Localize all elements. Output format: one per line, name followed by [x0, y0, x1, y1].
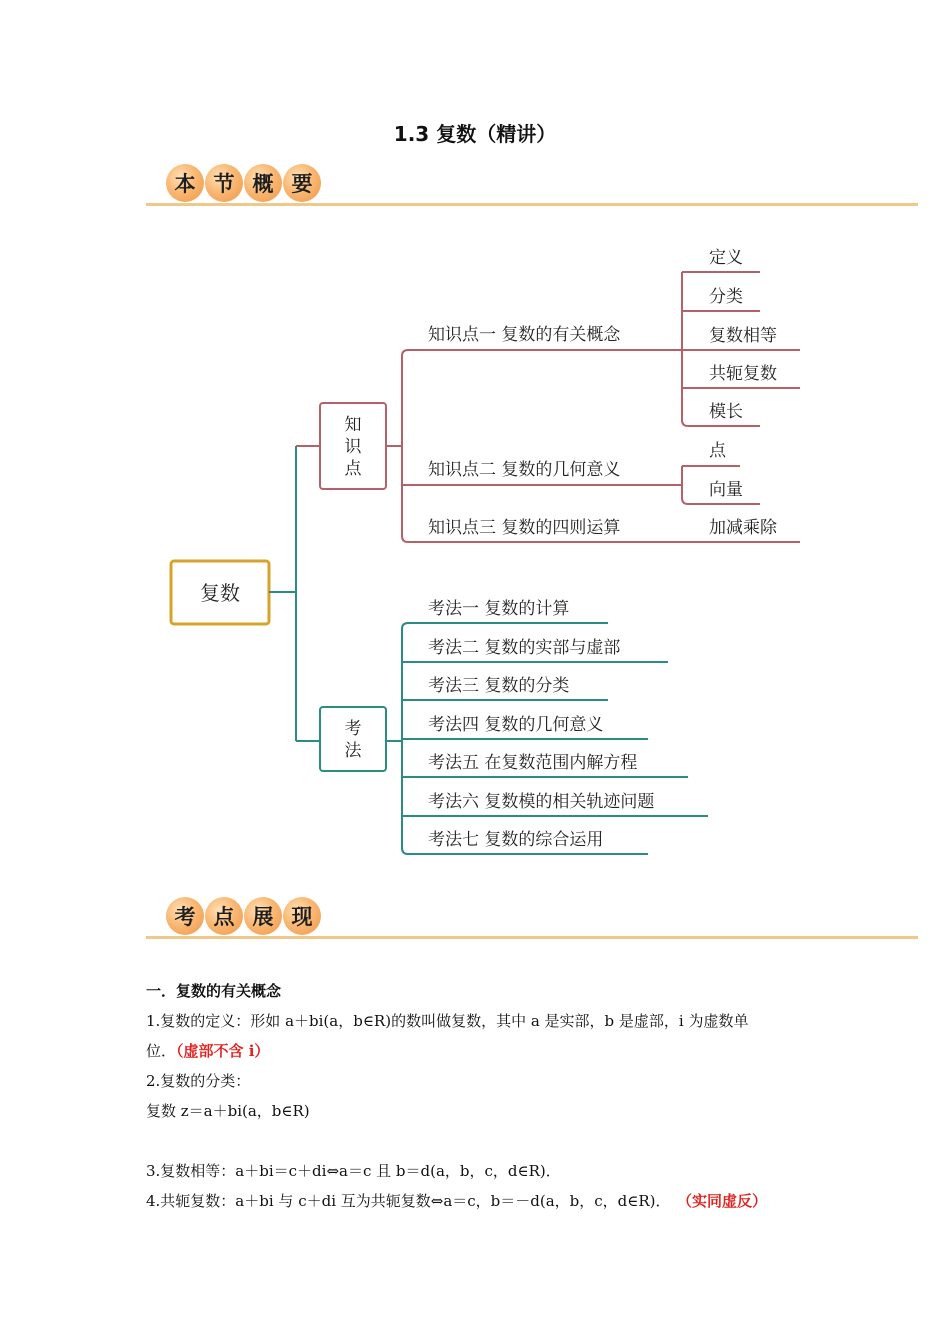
- mindmap-knowledge-char: 点: [344, 459, 362, 479]
- note-red: （虚部不含 i）: [176, 1042, 270, 1060]
- text: 位．: [146, 1042, 177, 1060]
- mindmap-method: 考法四 复数的几何意义: [428, 715, 604, 735]
- mindmap-method: 考法五 在复数范围内解方程: [428, 753, 638, 773]
- banner-char: 概: [244, 164, 282, 202]
- mindmap-leaf: 加减乘除: [709, 518, 777, 538]
- section-banner-overview: [146, 162, 918, 206]
- paragraph-conjugate: [146, 1186, 816, 1216]
- mindmap-method: 考法二 复数的实部与虚部: [428, 638, 621, 658]
- formula-classification: 复数 z＝a＋bi(a，b∈R): [146, 1102, 310, 1120]
- paragraph-equality: 3.复数相等：a＋bi＝c＋di⇔a＝c 且 b＝d(a，b，c，d∈R)．: [146, 1162, 561, 1180]
- paragraph-classification: 2.复数的分类：: [146, 1072, 251, 1090]
- mindmap-leaf: 模长: [709, 402, 743, 422]
- page-title: 1.3 复数（精讲）: [393, 122, 557, 146]
- mindmap-root-connector: [269, 446, 296, 741]
- banner-char: 点: [205, 897, 243, 935]
- mindmap-knowledge-point: 知识点二 复数的几何意义: [428, 460, 621, 480]
- mindmap-method: 考法三 复数的分类: [428, 676, 570, 696]
- section-banner-points: [146, 895, 918, 939]
- mindmap-leaf: 分类: [709, 287, 743, 307]
- section-heading: 一．复数的有关概念: [146, 982, 282, 1000]
- text: 4.共轭复数：a＋bi 与 c＋di 互为共轭复数⇔a＝c，b＝－d(a，b，c，d∈R)．: [146, 1192, 671, 1210]
- mindmap-method: 考法六 复数模的相关轨迹问题: [428, 792, 655, 812]
- banner-char: 展: [244, 897, 282, 935]
- mindmap-methods-box: [320, 707, 386, 771]
- banner-char: 要: [283, 164, 321, 202]
- mindmap-leaf: 点: [709, 441, 726, 461]
- banner-char: 本: [166, 164, 204, 202]
- mindmap-leaf: 向量: [709, 480, 743, 500]
- mindmap-knowledge-char: 知: [344, 415, 362, 435]
- mindmap-knowledge-point: 知识点三 复数的四则运算: [428, 518, 621, 538]
- paragraph-definition-cont: [146, 1036, 816, 1066]
- mindmap-leaf: 定义: [709, 248, 743, 268]
- mindmap-methods-char: 考: [344, 719, 362, 739]
- mindmap-method: 考法一 复数的计算: [428, 599, 570, 619]
- mindmap-root-label: 复数: [200, 581, 240, 605]
- content-body: [146, 976, 816, 1216]
- banner-char: 考: [166, 897, 204, 935]
- banner-char: 节: [205, 164, 243, 202]
- mindmap-method: 考法七 复数的综合运用: [428, 830, 604, 850]
- mindmap-leaf: 共轭复数: [709, 364, 777, 384]
- mindmap-methods-char: 法: [344, 741, 362, 761]
- banner-char: 现: [283, 897, 321, 935]
- paragraph-definition: 1.复数的定义：形如 a＋bi(a，b∈R)的数叫做复数，其中 a 是实部，b 是虚部，i 为虚数单: [146, 1012, 749, 1030]
- note-red: （实同虚反）: [684, 1192, 768, 1210]
- spacer: [146, 1126, 816, 1156]
- banner-rule: [146, 936, 918, 939]
- mindmap-knowledge-char: 识: [344, 437, 362, 457]
- mindmap-knowledge-point: 知识点一 复数的有关概念: [428, 325, 621, 345]
- mindmap-leaf: 复数相等: [709, 326, 777, 346]
- banner-rule: [146, 203, 918, 206]
- mindmap: [0, 230, 950, 870]
